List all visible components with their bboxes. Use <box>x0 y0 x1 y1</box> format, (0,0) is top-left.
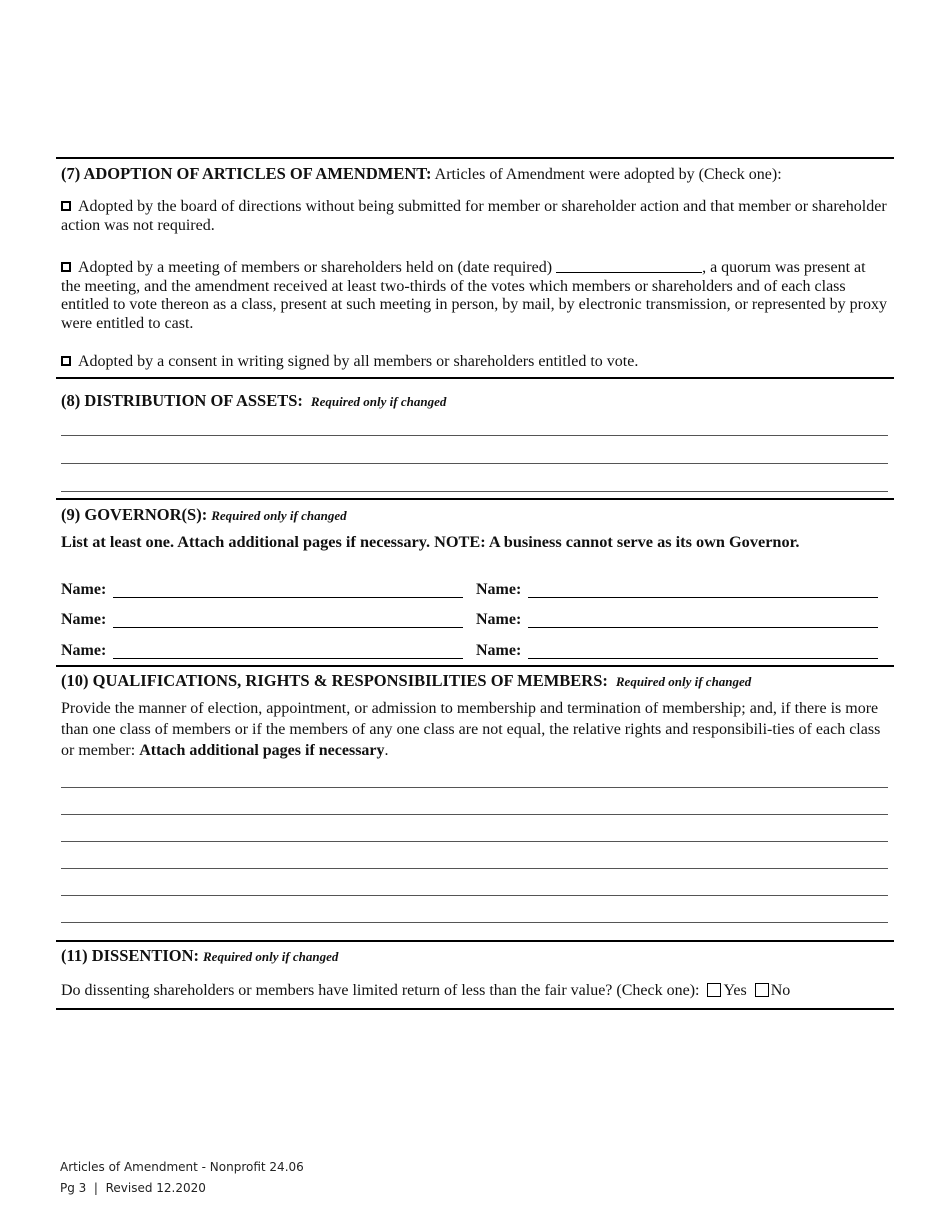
section-8-required-note: Required only if changed <box>310 394 447 409</box>
distribution-line-1[interactable] <box>61 435 888 436</box>
section-7-title <box>61 165 782 185</box>
footer-page-info: Pg 3 | Revised 12.2020 <box>60 1181 206 1195</box>
section-divider <box>56 940 894 942</box>
section-7-heading: (7) ADOPTION OF ARTICLES OF AMENDMENT: <box>61 164 432 183</box>
governor-row-1 <box>61 581 891 601</box>
section-divider <box>56 377 894 379</box>
section-10-body <box>61 698 889 761</box>
governor-name-field-4[interactable] <box>528 627 878 628</box>
section-7-intro: Articles of Amendment were adopted by (Check one): <box>431 166 782 183</box>
dissention-yes-checkbox[interactable] <box>707 983 721 997</box>
board-adoption-checkbox[interactable] <box>61 201 71 211</box>
section-divider <box>56 498 894 500</box>
governor-name-label: Name: <box>476 642 522 659</box>
qualifications-line-4[interactable] <box>61 868 888 869</box>
yes-label: Yes <box>723 982 747 999</box>
section-9-heading: (9) GOVERNOR(S): <box>61 505 208 524</box>
dissention-question-row <box>61 982 790 1001</box>
section-10-period: . <box>384 742 389 759</box>
section-divider <box>56 157 894 159</box>
governor-name-field-1[interactable] <box>113 597 463 598</box>
section-10-attach-note: Attach additional pages if necessary <box>139 742 385 759</box>
qualifications-line-2[interactable] <box>61 814 888 815</box>
section-10-heading: (10) QUALIFICATIONS, RIGHTS & RESPONSIBILITIES OF MEMBERS: <box>61 671 608 690</box>
section-divider <box>56 665 894 667</box>
option-1-text: Adopted by the board of directions without being submitted for member or shareholder action and that member or shareholder action was not required. <box>61 198 887 234</box>
governor-name-label: Name: <box>61 581 107 598</box>
governor-row-3 <box>61 642 891 662</box>
governor-name-label: Name: <box>476 581 522 598</box>
section-10-description: Provide the manner of election, appointment, or admission to membership and termination of membership; and, if there is more than one class of members or if the members of any one class are not equal, the relative rights and responsibili-ties of each class or member: <box>61 700 881 759</box>
consent-adoption-checkbox[interactable] <box>61 356 71 366</box>
section-7-option-2 <box>61 258 889 333</box>
section-8-heading: (8) DISTRIBUTION OF ASSETS: <box>61 391 303 410</box>
section-7-option-3 <box>61 353 889 372</box>
no-label: No <box>770 982 791 999</box>
governor-name-field-5[interactable] <box>113 658 463 659</box>
governor-row-2 <box>61 611 891 631</box>
qualifications-line-5[interactable] <box>61 895 888 896</box>
governor-name-label: Name: <box>476 611 522 628</box>
section-11-heading: (11) DISSENTION: <box>61 946 199 965</box>
section-11-title <box>61 947 338 967</box>
dissention-no-checkbox[interactable] <box>755 983 769 997</box>
section-7-option-1 <box>61 198 889 235</box>
qualifications-line-3[interactable] <box>61 841 888 842</box>
governor-name-field-2[interactable] <box>528 597 878 598</box>
option-2-text-end: , a quorum was present at the meeting, and the amendment received at least two-thirds of the votes which members or shareholders and of each class entitled to vote thereon as a class, present at such meeting in person, by mail, by electronic transmission, or represented by proxy were entitled to cast. <box>61 259 887 332</box>
governor-name-field-3[interactable] <box>113 627 463 628</box>
section-9-title <box>61 506 347 526</box>
governor-name-label: Name: <box>61 611 107 628</box>
option-3-text: Adopted by a consent in writing signed by all members or shareholders entitled to vote. <box>78 353 639 370</box>
section-9-required-note: Required only if changed <box>211 508 347 523</box>
section-10-title <box>61 672 751 692</box>
governor-name-field-6[interactable] <box>528 658 878 659</box>
distribution-line-3[interactable] <box>61 491 888 492</box>
section-divider <box>56 1008 894 1010</box>
section-10-required-note: Required only if changed <box>615 674 752 689</box>
distribution-line-2[interactable] <box>61 463 888 464</box>
section-8-title <box>61 392 446 412</box>
meeting-adoption-checkbox[interactable] <box>61 262 71 272</box>
governor-note: List at least one. Attach additional pages if necessary. NOTE: A business cannot serve as its own Governor. <box>61 532 800 551</box>
qualifications-line-6[interactable] <box>61 922 888 923</box>
section-11-required-note: Required only if changed <box>203 949 339 964</box>
footer-form-title: Articles of Amendment - Nonprofit 24.06 <box>60 1160 304 1174</box>
qualifications-line-1[interactable] <box>61 787 888 788</box>
governor-name-label: Name: <box>61 642 107 659</box>
dissention-question: Do dissenting shareholders or members have limited return of less than the fair value? (Check one): <box>61 982 700 999</box>
meeting-date-field[interactable] <box>556 258 702 273</box>
option-2-text-start: Adopted by a meeting of members or shareholders held on (date required) <box>78 259 557 276</box>
